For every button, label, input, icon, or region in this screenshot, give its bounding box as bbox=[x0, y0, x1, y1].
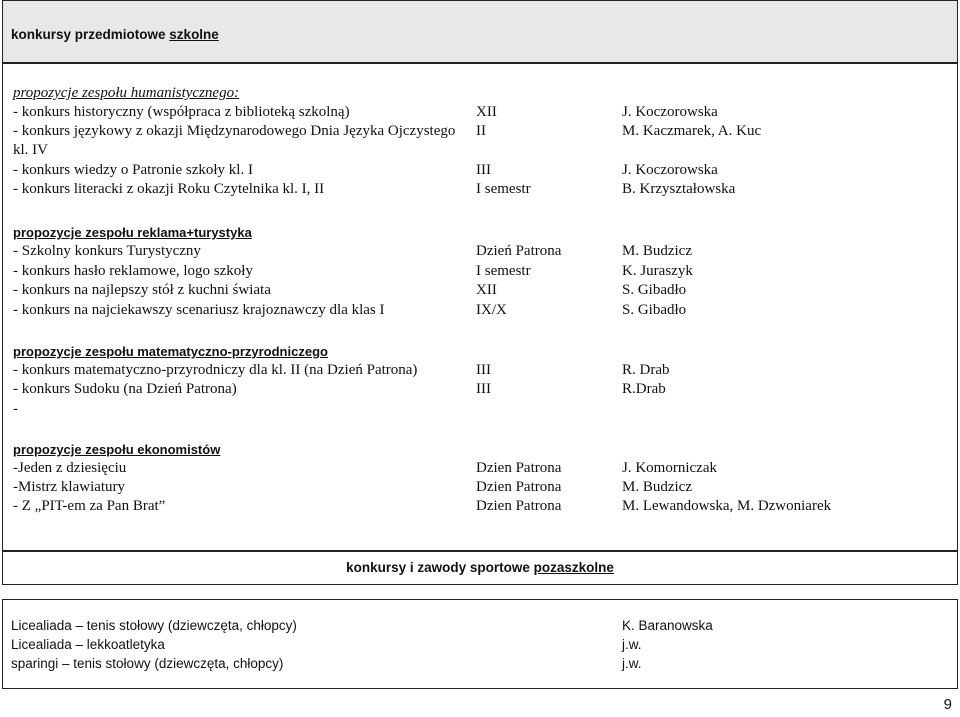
list-item-person: R. Drab bbox=[622, 362, 670, 378]
list-item: Licealiada – lekkoatletyka bbox=[11, 637, 165, 652]
list-item: - konkurs na najciekawszy scenariusz krajoznawczy dla klas I bbox=[13, 302, 385, 318]
list-item-person: J. Koczorowska bbox=[622, 104, 718, 120]
list-item-date: III bbox=[476, 381, 491, 397]
competitions-list bbox=[2, 63, 958, 551]
list-item: - konkurs matematyczno-przyrodniczy dla kl. II (na Dzień Patrona) bbox=[13, 362, 418, 378]
sports-list bbox=[2, 599, 958, 689]
list-item: - konkurs hasło reklamowe, logo szkoły bbox=[13, 263, 253, 279]
list-item: - Szkolny konkurs Turystyczny bbox=[13, 243, 201, 259]
list-item-person: S. Gibadło bbox=[622, 302, 687, 318]
list-item: -Mistrz klawiatury bbox=[13, 479, 126, 495]
list-item: - konkurs językowy z okazji Międzynarodowego Dnia Języka Ojczystego bbox=[13, 123, 456, 139]
list-item-person: M. Budzicz bbox=[622, 479, 692, 495]
list-item-date: II bbox=[476, 123, 486, 139]
section-heading-advertising-tourism: propozycje zespołu reklama+turystyka bbox=[13, 225, 252, 240]
list-item-person: S. Gibadło bbox=[622, 282, 687, 298]
section-heading-humanistic: propozycje zespołu humanistycznego: bbox=[13, 85, 240, 101]
list-item-person: M. Budzicz bbox=[622, 243, 692, 259]
list-item-person: J. Koczorowska bbox=[622, 162, 718, 178]
list-item-date: III bbox=[476, 162, 491, 178]
list-item-date: XII bbox=[476, 104, 497, 120]
list-item-date: I semestr bbox=[476, 263, 531, 279]
list-item: Licealiada – tenis stołowy (dziewczęta, chłopcy) bbox=[11, 618, 297, 633]
list-item-date: XII bbox=[476, 282, 497, 298]
page-number: 9 bbox=[943, 696, 952, 713]
section-heading-math-science: propozycje zespołu matematyczno-przyrodniczego bbox=[13, 344, 328, 359]
list-item: - bbox=[13, 401, 18, 417]
list-item-person: J. Komorniczak bbox=[622, 460, 717, 476]
list-item: -Jeden z dziesięciu bbox=[13, 460, 127, 476]
list-item: - konkurs na najlepszy stół z kuchni świata bbox=[13, 282, 271, 298]
list-item: - konkurs literacki z okazji Roku Czytelnika kl. I, II bbox=[13, 181, 325, 197]
list-item-date: III bbox=[476, 362, 491, 378]
section-heading-economists: propozycje zespołu ekonomistów bbox=[13, 442, 221, 457]
list-item: - konkurs Sudoku (na Dzień Patrona) bbox=[13, 381, 237, 397]
list-item-date: Dzien Patrona bbox=[476, 479, 562, 495]
list-item-person: K. Baranowska bbox=[622, 618, 713, 633]
list-item: sparingi – tenis stołowy (dziewczęta, chłopcy) bbox=[11, 656, 284, 671]
list-item-date: I semestr bbox=[476, 181, 531, 197]
header-sports-competitions bbox=[2, 551, 958, 585]
list-item: - Z „PIT-em za Pan Brat” bbox=[13, 498, 166, 514]
list-item-date: Dzień Patrona bbox=[476, 243, 562, 259]
header-school-competitions bbox=[2, 0, 958, 63]
list-item-date: Dzien Patrona bbox=[476, 460, 562, 476]
header-title: konkursy przedmiotowe szkolne bbox=[11, 27, 219, 42]
list-item-date: IX/X bbox=[476, 302, 507, 318]
list-item: - konkurs historyczny (współpraca z biblioteką szkolną) bbox=[13, 104, 350, 120]
list-item-date: Dzien Patrona bbox=[476, 498, 562, 514]
list-item-person: B. Krzyształowska bbox=[622, 181, 736, 197]
list-item-person: j.w. bbox=[622, 637, 642, 652]
list-item: kl. IV bbox=[13, 142, 48, 158]
list-item-person: R.Drab bbox=[622, 381, 666, 397]
list-item-person: M. Lewandowska, M. Dzwoniarek bbox=[622, 498, 832, 514]
list-item: - konkurs wiedzy o Patronie szkoły kl. I bbox=[13, 162, 253, 178]
list-item-person: K. Juraszyk bbox=[622, 263, 693, 279]
list-item-person: M. Kaczmarek, A. Kuc bbox=[622, 123, 762, 139]
sports-header-title: konkursy i zawody sportowe pozaszkolne bbox=[346, 560, 614, 575]
list-item-person: j.w. bbox=[622, 656, 642, 671]
